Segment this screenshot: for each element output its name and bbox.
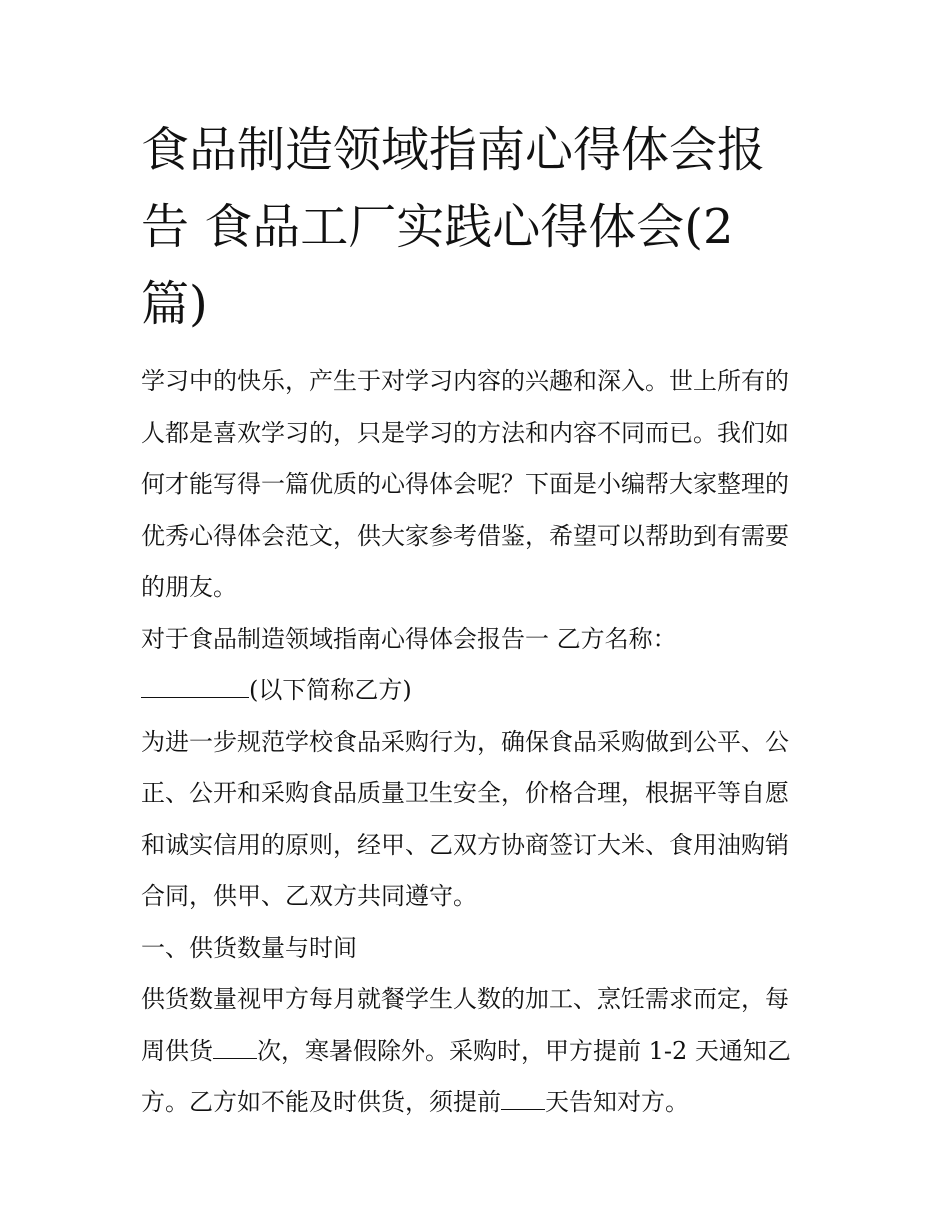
clause-text: 方。乙方如不能及时供货，须提前 [141,1088,501,1116]
intro-line: 何才能写得一篇优质的心得体会呢？下面是小编帮大家整理的 [141,470,789,498]
party-b-name-blank [141,675,249,698]
weekly-count-blank [213,1036,257,1059]
document-body [141,356,813,1129]
party-b-suffix: (以下简称乙方) [249,676,412,704]
paragraph-line: 为进一步规范学校食品采购行为，确保食品采购做到公平、公 [141,727,789,756]
intro-line: 人都是喜欢学习的，只是学习的方法和内容不同而已。我们如 [141,418,789,447]
clause-line: 供货数量视甲方每月就餐学生人数的加工、烹饪需求而定，每 [141,985,789,1013]
paragraph-line: 正、公开和采购食品质量卫生安全，价格合理，根据平等自愿 [141,779,789,807]
clause-line [141,1077,813,1129]
clause-heading: 一、供货数量与时间 [141,933,357,962]
intro-line: 学习中的快乐，产生于对学习内容的兴趣和深入。世上所有的 [141,367,789,395]
document-content [141,112,813,1129]
title-line-3: 篇) [141,276,208,332]
paragraph-line: 和诚实信用的原则，经甲、乙双方协商签订大米、食用油购销 [141,830,789,859]
clause-text: 天告知对方。 [545,1088,689,1116]
party-b-name-line [141,665,813,717]
intro-line: 优秀心得体会范文，供大家参考借鉴，希望可以帮助到有需要 [141,521,789,550]
clause-text: 周供货 [141,1036,213,1065]
paragraph-line: 合同，供甲、乙双方共同遵守。 [141,882,477,910]
section-heading: 对于食品制造领域指南心得体会报告一 乙方名称： [141,624,677,653]
title-line-2: 告 食品工厂实践心得体会(2 [141,199,734,255]
title-line-1: 食品制造领域指南心得体会报 [141,122,766,178]
document-title [141,112,813,343]
intro-line: 的朋友。 [141,573,237,601]
clause-text: 次，寒暑假除外。采购时，甲方提前 1-2 天通知乙 [257,1036,791,1065]
notice-days-blank [501,1087,545,1110]
clause-line [141,1026,813,1078]
